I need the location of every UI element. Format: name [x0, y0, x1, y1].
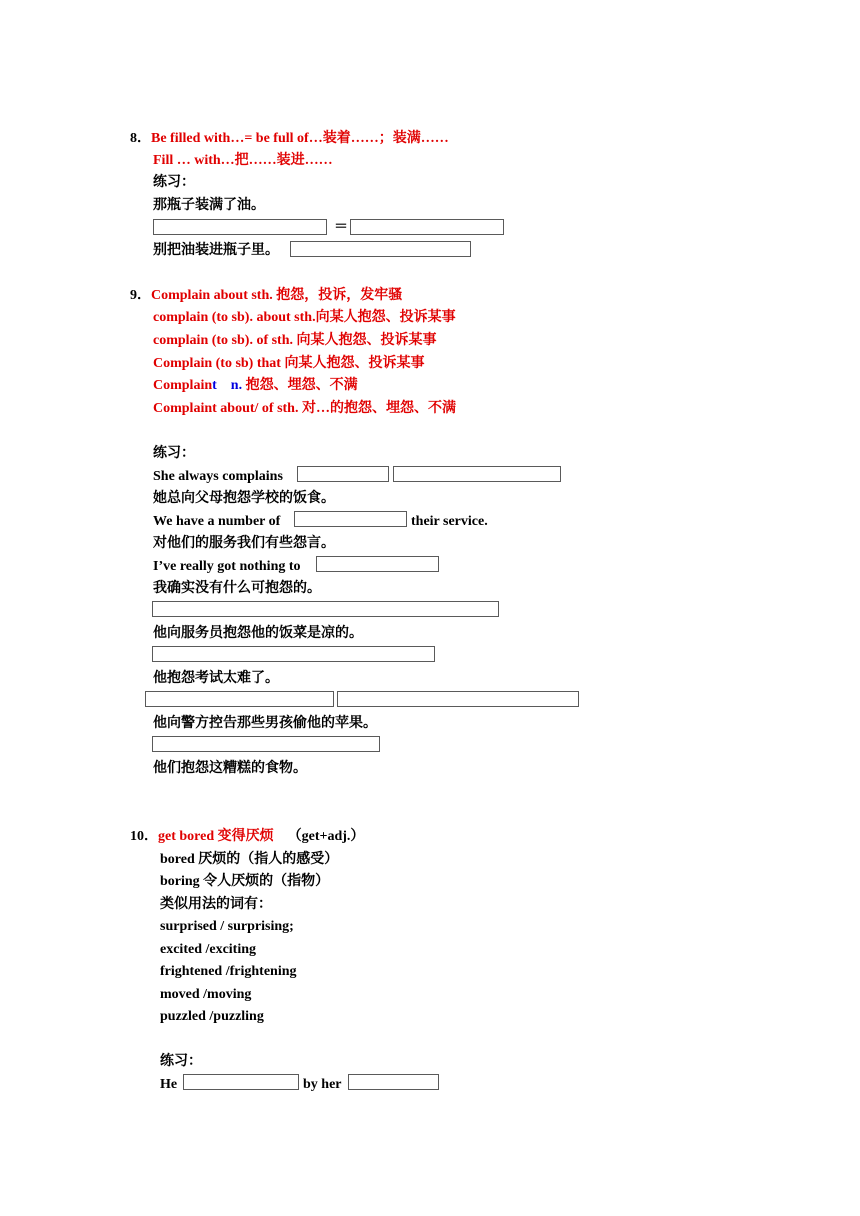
usage-rule: complain (to sb). about sth.向某人抱怨、投诉某事: [153, 310, 456, 325]
usage-rule: Complain (to sb) that 向某人抱怨、投诉某事: [153, 356, 425, 371]
answer-blank[interactable]: [183, 1074, 299, 1090]
section-number: 8．: [130, 131, 151, 146]
section10-heading: [130, 828, 364, 846]
question-en-end: their service.: [411, 514, 488, 529]
question-cn: 别把油装进瓶子里。: [153, 243, 279, 258]
part-of-speech: n.: [230, 378, 243, 393]
noun-word-suffix: t: [212, 378, 217, 393]
question-en: I’ve really got nothing to: [153, 559, 301, 574]
word-pair: surprised / surprising;: [160, 919, 294, 934]
answer-blank[interactable]: [316, 556, 439, 572]
answer-blank[interactable]: [145, 691, 334, 707]
practice-label: 练习：: [153, 175, 195, 190]
question-en: We have a number of: [153, 514, 281, 529]
answer-blank[interactable]: [393, 466, 561, 482]
answer-blank[interactable]: [152, 736, 380, 752]
question-en: He: [160, 1077, 178, 1092]
definition-bored: bored 厌烦的（指人的感受）: [160, 852, 339, 867]
practice-label: 练习：: [160, 1054, 202, 1069]
practice-label: 练习：: [153, 446, 195, 461]
question-cn: 他向警方控告那些男孩偷他的苹果。: [153, 716, 377, 731]
question-cn: 我确实没有什么可抱怨的。: [153, 581, 321, 596]
similar-label: 类似用法的词有：: [160, 897, 272, 912]
answer-blank[interactable]: [290, 241, 471, 257]
answer-blank[interactable]: [152, 646, 435, 662]
question-cn: 她总向父母抱怨学校的饭食。: [153, 491, 335, 506]
question-cn: 他向服务员抱怨他的饭菜是凉的。: [153, 626, 363, 641]
answer-blank[interactable]: [337, 691, 579, 707]
heading-note: （get+adj.）: [287, 829, 365, 844]
question-cn: 那瓶子装满了油。: [153, 198, 265, 213]
word-pair: puzzled /puzzling: [160, 1009, 264, 1024]
answer-blank[interactable]: [350, 219, 504, 235]
answer-blank[interactable]: [348, 1074, 439, 1090]
question-en: She always complains: [153, 469, 283, 484]
phrase-heading: Complain about sth. 抱怨，投诉，发牢骚: [151, 288, 403, 303]
usage-rule: complain (to sb). of sth. 向某人抱怨、投诉某事: [153, 333, 437, 348]
equals-sign: ＝: [334, 220, 348, 235]
section-number: 9．: [130, 288, 151, 303]
definition-boring: boring 令人厌烦的（指物）: [160, 874, 330, 889]
question-cn: 他抱怨考试太难了。: [153, 671, 279, 686]
noun-meaning: 抱怨、埋怨、不满: [245, 378, 358, 393]
answer-blank[interactable]: [152, 601, 499, 617]
word-pair: excited /exciting: [160, 942, 257, 957]
answer-blank[interactable]: [294, 511, 407, 527]
question-en-mid: by her: [303, 1077, 342, 1092]
answer-blank[interactable]: [153, 219, 327, 235]
answer-blank[interactable]: [297, 466, 389, 482]
section-number: 10．: [130, 829, 158, 844]
word-pair: moved /moving: [160, 987, 252, 1002]
fill-with-rule: Fill … with…把……装进……: [153, 153, 333, 168]
section8-heading: [130, 130, 449, 148]
question-cn: 他们抱怨这糟糕的食物。: [153, 761, 307, 776]
phrase-heading: Be filled with…= be full of…装着……；装满……: [151, 131, 449, 146]
section9-heading: [130, 287, 402, 305]
usage-rule: Complaint about/ of sth. 对…的抱怨、埋怨、不满: [153, 401, 456, 416]
question-cn: 对他们的服务我们有些怨言。: [153, 536, 335, 551]
usage-rule: [153, 377, 358, 395]
phrase-heading: get bored 变得厌烦: [158, 829, 274, 844]
word-pair: frightened /frightening: [160, 964, 297, 979]
noun-word: Complain: [153, 378, 213, 393]
